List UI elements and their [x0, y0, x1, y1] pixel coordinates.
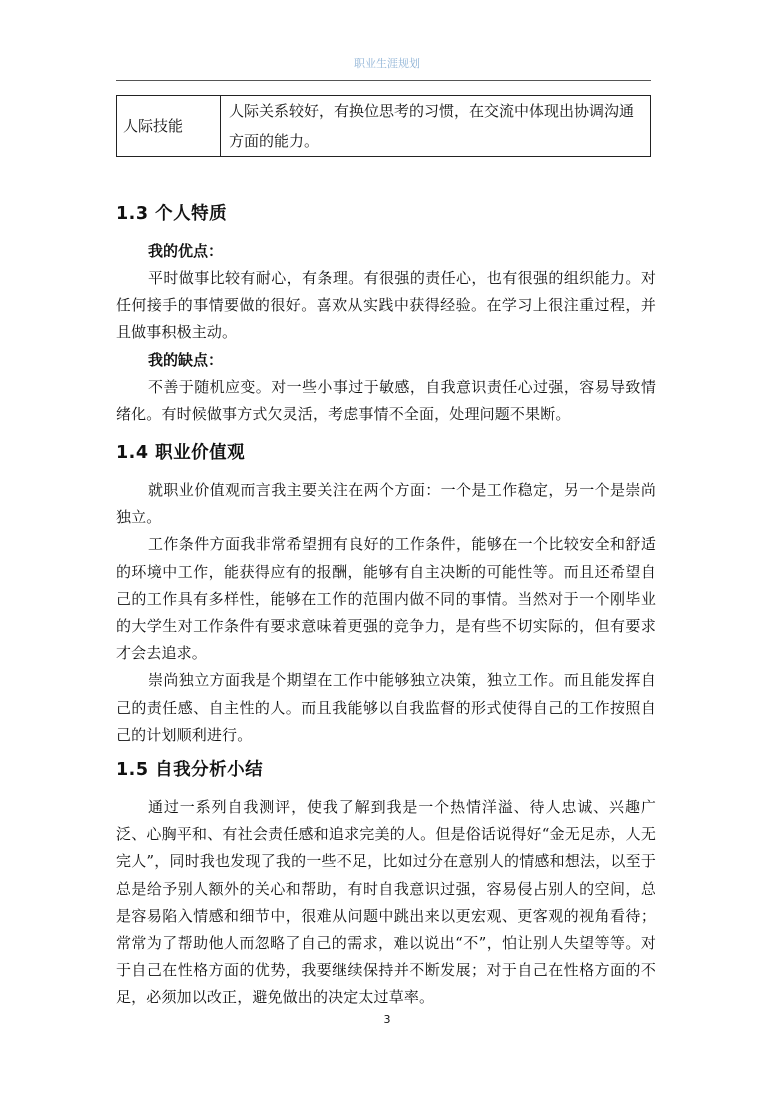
page-header: 职业生涯规划 [354, 57, 420, 70]
page-number: 3 [383, 1013, 391, 1026]
section-self-analysis-summary-body [116, 794, 656, 1012]
weaknesses-paragraph: 不善于随机应变。对一些小事过于敏感，自我意识责任心过强，容易导致情绪化。有时候做事方式欠灵活，考虑事情不全面，处理问题不果断。 [116, 377, 656, 423]
skill-description: 人际关系较好，有换位思考的习惯，在交流中体现出协调沟通方面的能力。 [221, 96, 651, 157]
section-heading: 1.5 自我分析小结 [116, 760, 264, 780]
table-row [117, 96, 651, 157]
skills-table [116, 95, 651, 157]
header-rule [116, 80, 651, 81]
section-career-values-body [116, 477, 656, 749]
values-paragraph-3: 崇尚独立方面我是个期望在工作中能够独立决策，独立工作。而且能发挥自己的责任感、自主性的人。而且我能够以自我监督的形式使得自己的工作按照自己的计划顺利进行。 [116, 671, 656, 744]
section-personal-traits [116, 200, 656, 225]
section-career-values [116, 439, 656, 464]
section-heading: 1.4 职业价值观 [116, 443, 246, 463]
weaknesses-subheading: 我的缺点： [148, 350, 224, 369]
strengths-subheading: 我的优点： [148, 242, 224, 260]
summary-paragraph: 通过一系列自我测评，使我了解到我是一个热情洋溢、待人忠诚、兴趣广泛、心胸平和、有社会责任感和追求完美的人。但是俗话说得好“金无足赤，人无完人”，同时我也发现了我的一些不足，比如过分在意别人的情感和想法，以至于总是给予别人额外的关心和帮助，有时自我意识过强，容易侵占别人的空间，总是容易陷入情感和细节中，很难从问题中跳出来以更宏观、更客观的视角看待；常常为了帮助他人而忽略了自己的需求，难以说出“不”，怕让别人失望等等。对于自己在性格方面的优势，我要继续保持并不断发展；对于自己在性格方面的不足，必须加以改正，避免做出的决定太过草率。 [116, 798, 656, 1007]
values-paragraph-2: 工作条件方面我非常希望拥有良好的工作条件，能够在一个比较安全和舒适的环境中工作，能获得应有的报酬，能够有自主决断的可能性等。而且还希望自己的工作具有多样性，能够在工作的范围内做不同的事情。当然对于一个刚毕业的大学生对工作条件有要求意味着更强的竞争力，是有些不切实际的，但有要求才会去追求。 [116, 535, 656, 663]
skill-label: 人际技能 [117, 96, 221, 157]
section-heading: 1.3 个人特质 [116, 204, 228, 224]
section-personal-traits-body [116, 238, 656, 428]
section-self-analysis-summary [116, 756, 656, 781]
strengths-paragraph: 平时做事比较有耐心，有条理。有很强的责任心，也有很强的组织能力。对任何接手的事情要做的很好。喜欢从实践中获得经验。在学习上很注重过程，并且做事积极主动。 [116, 269, 656, 342]
values-paragraph-1: 就职业价值观而言我主要关注在两个方面：一个是工作稳定，另一个是崇尚独立。 [116, 481, 656, 527]
